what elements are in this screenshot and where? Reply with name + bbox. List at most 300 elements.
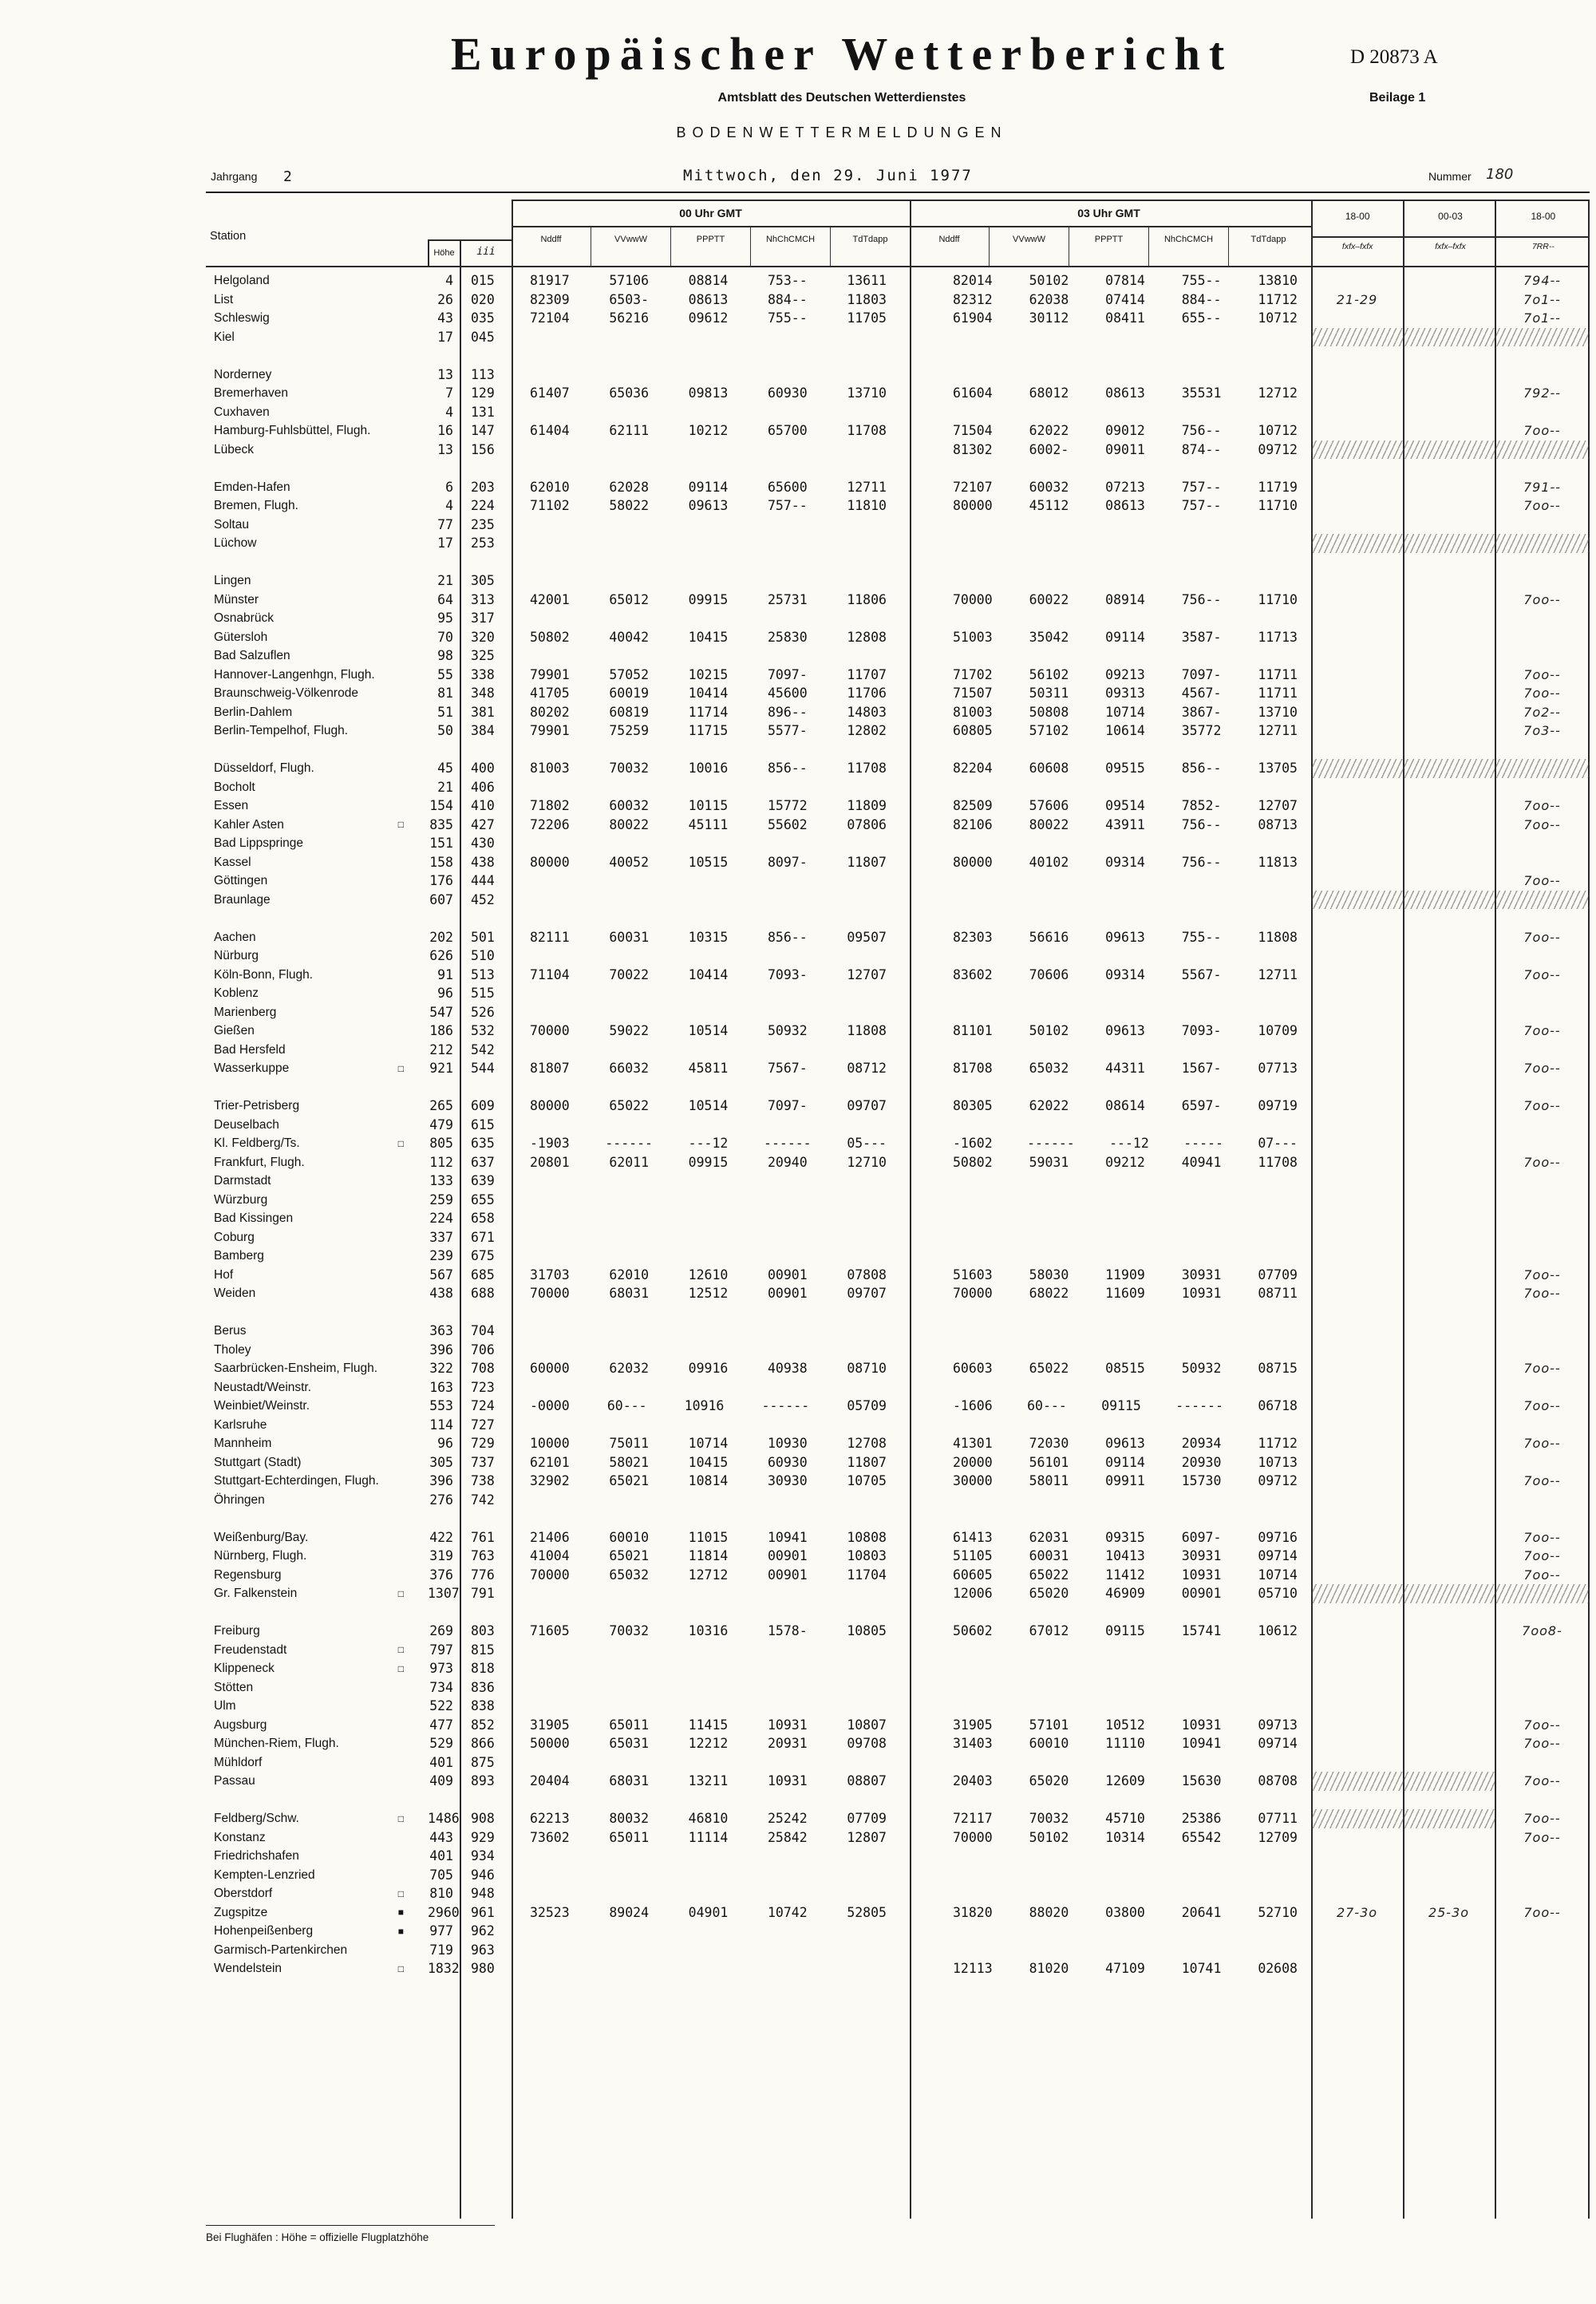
- hoehe-value: 547: [429, 1004, 453, 1020]
- obs-00gmt-data: [527, 384, 890, 403]
- obs-group: 12212: [688, 1736, 729, 1751]
- wind-00-03-value: [1403, 1059, 1495, 1078]
- precip-7rr-value: [1495, 1116, 1590, 1135]
- obs-group: 65020: [1029, 1773, 1069, 1788]
- spacer: [512, 1734, 527, 1753]
- right-col-7rr: [1497, 200, 1590, 266]
- obs-group: 00901: [1181, 1586, 1222, 1601]
- section-heading: BODENWETTERMELDUNGEN: [676, 124, 1008, 140]
- obs-group: 12711: [1258, 723, 1298, 738]
- table-row: [207, 1809, 1590, 1828]
- spacer: [1301, 1528, 1311, 1547]
- obs-group: 09115: [1101, 1398, 1141, 1413]
- obs-group: 13710: [1258, 704, 1298, 720]
- wind-00-03-value: [1403, 1416, 1495, 1435]
- wind-00-03-value: [1403, 478, 1495, 497]
- iii-value: 639: [471, 1173, 495, 1188]
- wind-00-03-value: [1403, 1866, 1495, 1885]
- obs-03gmt-data: [950, 1397, 1301, 1416]
- hoehe-value: 151: [429, 836, 453, 851]
- spacer: [512, 421, 527, 441]
- obs-group: 757--: [1181, 498, 1222, 513]
- obs-group: 08807: [847, 1773, 887, 1788]
- obs-group: 10415: [688, 1454, 729, 1470]
- obs-group: 08713: [1258, 816, 1298, 832]
- spacer: [1301, 853, 1311, 872]
- obs-group: 08614: [1105, 1098, 1145, 1113]
- wind-00-03-value: [1403, 666, 1495, 685]
- obs-group: 09813: [688, 385, 729, 401]
- table-row: [207, 478, 1590, 497]
- obs-group: 11415: [688, 1717, 729, 1733]
- obs-group: 10931: [767, 1717, 808, 1733]
- table-row: [207, 1378, 1590, 1397]
- obs-group: 72117: [953, 1811, 993, 1826]
- obs-group: 00901: [767, 1286, 808, 1301]
- obs-group: 60---: [1027, 1398, 1067, 1413]
- wind-00-03-value: [1403, 1434, 1495, 1453]
- precip-7rr-value: 7oo--: [1523, 666, 1561, 682]
- precip-7rr-value: [1495, 1322, 1590, 1341]
- hoehe-value: 1307: [428, 1586, 460, 1601]
- station-name: Feldberg/Schw. □: [214, 1812, 404, 1825]
- obs-group: 10712: [1258, 310, 1298, 326]
- iii-value: 675: [471, 1248, 495, 1263]
- wind-00-03-value: [1403, 1472, 1495, 1491]
- station-name: Kempten-Lenzried: [214, 1867, 315, 1882]
- spacer: [890, 421, 950, 441]
- obs-group: 61604: [953, 385, 993, 401]
- wind-18-00-value: [1311, 1041, 1403, 1060]
- obs-group: 31905: [953, 1717, 993, 1733]
- wind-00-03-value: [1403, 778, 1495, 797]
- obs-group: 3587-: [1181, 629, 1222, 645]
- iii-value: 708: [471, 1361, 495, 1376]
- obs-group: 58011: [1029, 1473, 1069, 1488]
- obs-00gmt-data: [527, 1322, 890, 1341]
- obs-group: 09315: [1105, 1529, 1145, 1545]
- spacer: [512, 1641, 527, 1660]
- obs-group: 756--: [1181, 854, 1222, 870]
- iii-value: 852: [471, 1717, 495, 1733]
- spacer: [890, 796, 950, 816]
- spacer: [512, 1547, 527, 1566]
- spacer: [512, 684, 527, 703]
- obs-group: 12512: [688, 1286, 729, 1301]
- station-name: Münster: [214, 592, 259, 607]
- obs-group: 42001: [530, 591, 570, 607]
- spacer: [512, 834, 527, 853]
- subtitle: Amtsblatt des Deutschen Wetterdienstes: [717, 91, 966, 105]
- obs-group: 79901: [530, 666, 570, 682]
- obs-group: 10415: [688, 629, 729, 645]
- wind-00-03-value: [1403, 1941, 1495, 1960]
- obs-group: 10803: [847, 1548, 887, 1563]
- obs-00gmt-data: [527, 328, 890, 347]
- iii-value: 513: [471, 966, 495, 982]
- obs-03gmt-data: [950, 1959, 1301, 1978]
- spacer: [1301, 441, 1311, 460]
- obs-03gmt-data: [950, 1434, 1301, 1453]
- precip-7rr-value: [1495, 1941, 1590, 1960]
- obs-group: 70000: [530, 1567, 570, 1583]
- obs-group: 07---: [1258, 1136, 1298, 1151]
- obs-03gmt-data: [950, 1322, 1301, 1341]
- obs-03gmt-data: [950, 571, 1301, 591]
- wind-00-03-value: [1403, 891, 1495, 910]
- hoehe-value: 529: [429, 1736, 453, 1751]
- footnote: Bei Flughäfen : Höhe = offizielle Flugplatzhöhe: [206, 2225, 495, 2243]
- iii-value: 723: [471, 1379, 495, 1395]
- obs-group: 12006: [953, 1586, 993, 1601]
- obs-03gmt-data: [950, 534, 1301, 553]
- hoehe-value: 810: [429, 1886, 453, 1901]
- obs-group: 25242: [767, 1811, 808, 1826]
- hoehe-value: 43: [437, 310, 453, 326]
- spacer: [1301, 796, 1311, 816]
- spacer: [890, 666, 950, 685]
- obs-03gmt-data: [950, 928, 1301, 947]
- iii-value: 452: [471, 891, 495, 907]
- obs-group: 10930: [767, 1436, 808, 1451]
- obs-group: 14803: [847, 704, 887, 720]
- wind-18-00-value: [1311, 1209, 1403, 1228]
- obs-group: 67012: [1029, 1623, 1069, 1638]
- col-label-ppptt: PPPTT: [670, 227, 750, 266]
- obs-00gmt-data: [527, 1397, 890, 1416]
- obs-group: 15772: [767, 798, 808, 813]
- obs-00gmt-data: [527, 1547, 890, 1566]
- obs-group: 20404: [530, 1773, 570, 1788]
- obs-03gmt-data: [950, 591, 1301, 610]
- obs-group: 7093-: [767, 966, 808, 982]
- obs-group: 55602: [767, 816, 808, 832]
- obs-group: 13810: [1258, 273, 1298, 288]
- obs-group: 10115: [688, 798, 729, 813]
- station-name: Berus: [214, 1324, 247, 1338]
- obs-03gmt-data: [950, 834, 1301, 853]
- obs-group: 09613: [1105, 929, 1145, 945]
- obs-group: 5577-: [767, 723, 808, 738]
- spacer: [1301, 1172, 1311, 1191]
- obs-group: 71104: [530, 966, 570, 982]
- station-name: Saarbrücken-Ensheim, Flugh.: [214, 1361, 378, 1375]
- obs-group: 10016: [688, 761, 729, 776]
- station-name: Freudenstadt □: [214, 1642, 404, 1657]
- col-label-tdtdapp: TdTdapp: [1228, 227, 1308, 266]
- obs-group: 12709: [1258, 1829, 1298, 1845]
- obs-group: 65032: [1029, 1061, 1069, 1076]
- obs-group: 753--: [767, 273, 808, 288]
- iii-value: 325: [471, 648, 495, 663]
- obs-03gmt-data: [950, 1716, 1301, 1735]
- station-name: Emden-Hafen: [214, 480, 290, 494]
- station-name: Öhringen: [214, 1492, 265, 1507]
- station-name: Ulm: [214, 1699, 236, 1713]
- spacer: [890, 1228, 950, 1247]
- obs-group: 12802: [847, 723, 887, 738]
- obs-group: 20641: [1181, 1904, 1222, 1920]
- iii-value: 761: [471, 1529, 495, 1545]
- wind-18-00-value: [1311, 309, 1403, 328]
- spacer: [512, 1922, 527, 1941]
- spacer: [890, 1172, 950, 1191]
- obs-group: 60019: [609, 686, 649, 701]
- precip-7rr-value: [1495, 1697, 1590, 1716]
- wind-00-03-value: [1403, 721, 1495, 741]
- spacer: [1301, 1772, 1311, 1791]
- precip-7rr-value: [1495, 946, 1590, 966]
- spacer: [1301, 1228, 1311, 1247]
- spacer: [890, 1453, 950, 1472]
- spacer: [512, 1003, 527, 1022]
- obs-group: 10000: [530, 1436, 570, 1451]
- obs-group: 41301: [953, 1436, 993, 1451]
- spacer: [512, 891, 527, 910]
- station-name: Stuttgart (Stadt): [214, 1455, 302, 1469]
- spacer: [512, 1828, 527, 1848]
- spacer: [890, 496, 950, 516]
- obs-group: 12610: [688, 1267, 729, 1282]
- station-name: Essen: [214, 799, 249, 812]
- iii-value: 253: [471, 535, 495, 551]
- obs-group: 30112: [1029, 310, 1069, 326]
- hoehe-value: 4: [445, 273, 453, 288]
- obs-00gmt-data: [527, 1566, 890, 1585]
- obs-group: 11706: [847, 686, 887, 701]
- iii-value: 875: [471, 1754, 495, 1770]
- right-col-title: 18-00: [1345, 211, 1370, 222]
- wind-18-00-value: [1311, 1022, 1403, 1041]
- table-row: [207, 271, 1590, 290]
- obs-group: 20934: [1181, 1436, 1222, 1451]
- table-row: [207, 1641, 1590, 1660]
- hoehe-value: 409: [429, 1773, 453, 1788]
- spacer: [1301, 1322, 1311, 1341]
- obs-group: 12712: [688, 1567, 729, 1583]
- spacer: [890, 1153, 950, 1172]
- iii-value: 609: [471, 1098, 495, 1113]
- obs-group: 46810: [688, 1811, 729, 1826]
- station-name: Stötten: [214, 1680, 254, 1694]
- hoehe-value: 96: [437, 1436, 453, 1451]
- iii-column-label: iii: [476, 246, 496, 258]
- obs-03gmt-data: [950, 1209, 1301, 1228]
- spacer: [512, 1472, 527, 1491]
- hoehe-value: 276: [429, 1492, 453, 1508]
- iii-value: 685: [471, 1267, 495, 1282]
- obs-group: 10814: [688, 1473, 729, 1488]
- table-row: [207, 1716, 1590, 1735]
- table-row: [207, 328, 1590, 347]
- precip-7rr-value: [1495, 778, 1590, 797]
- wind-18-00-value: [1311, 778, 1403, 797]
- obs-group: 09514: [1105, 798, 1145, 813]
- wind-18-00-value: [1311, 366, 1403, 385]
- obs-group: 09707: [847, 1286, 887, 1301]
- spacer: [1301, 1341, 1311, 1360]
- wind-18-00-value: [1311, 1172, 1403, 1191]
- obs-group: 757--: [1181, 479, 1222, 495]
- spacer: [890, 1134, 950, 1153]
- obs-group: ---12: [688, 1136, 729, 1151]
- obs-group: 68031: [609, 1773, 649, 1788]
- spacer: [890, 703, 950, 722]
- nummer-value: 180: [1486, 166, 1514, 183]
- precip-7rr-value: [1495, 1416, 1590, 1435]
- table-body: [207, 271, 1590, 1997]
- hoehe-value: 17: [437, 535, 453, 551]
- obs-group: 11110: [1105, 1736, 1145, 1751]
- spacer: [890, 609, 950, 628]
- obs-00gmt-data: [527, 946, 890, 966]
- obs-00gmt-data: [527, 366, 890, 385]
- wind-00-03-value: [1403, 1734, 1495, 1753]
- obs-group: 09012: [1105, 423, 1145, 438]
- obs-03gmt-data: [950, 1191, 1301, 1210]
- obs-00gmt-data: [527, 1434, 890, 1453]
- obs-group: 81302: [953, 441, 993, 457]
- hoehe-value: 921: [429, 1061, 453, 1076]
- wind-18-00-value: [1311, 871, 1403, 891]
- spacer: [512, 1153, 527, 1172]
- table-row: [207, 1097, 1590, 1116]
- obs-group: 57101: [1029, 1717, 1069, 1733]
- spacer: [1301, 1191, 1311, 1210]
- obs-group: 06718: [1258, 1398, 1298, 1413]
- wind-18-00-value: [1311, 609, 1403, 628]
- obs-00gmt-data: [527, 1003, 890, 1022]
- precip-7rr-value: 7o2--: [1523, 704, 1561, 720]
- hoehe-value: 154: [429, 798, 453, 813]
- hoehe-value: 50: [437, 723, 453, 738]
- wind-18-00-value: [1311, 834, 1403, 853]
- spacer: [1301, 1753, 1311, 1772]
- obs-group: 65036: [609, 385, 649, 401]
- iii-value: 704: [471, 1323, 495, 1338]
- obs-group: 65031: [609, 1736, 649, 1751]
- precip-7rr-value: 7oo--: [1523, 1736, 1561, 1751]
- iii-value: 348: [471, 686, 495, 701]
- station-name: Lübeck: [214, 442, 254, 456]
- precip-7rr-value: 7oo--: [1523, 1567, 1561, 1583]
- spacer: [1301, 871, 1311, 891]
- spacer: [890, 1397, 950, 1416]
- spacer: [890, 1191, 950, 1210]
- obs-03gmt-data: [950, 1472, 1301, 1491]
- obs-group: 51603: [953, 1267, 993, 1282]
- obs-group: 56616: [1029, 929, 1069, 945]
- wind-18-00-value: [1311, 328, 1403, 347]
- obs-group: 83602: [953, 966, 993, 982]
- table-row: [207, 534, 1590, 553]
- station-name: Berlin-Tempelhof, Flugh.: [214, 724, 348, 737]
- iii-value: 791: [471, 1586, 495, 1601]
- obs-group: 11909: [1105, 1267, 1145, 1282]
- obs-group: 10315: [688, 929, 729, 945]
- obs-group: 10714: [1105, 704, 1145, 720]
- obs-group: 1567-: [1181, 1061, 1222, 1076]
- spacer: [890, 309, 950, 328]
- wind-18-00-value: [1311, 1359, 1403, 1378]
- obs-group: 82106: [953, 816, 993, 832]
- open-square-icon: □: [397, 1587, 404, 1599]
- spacer: [890, 1491, 950, 1510]
- obs-group: 10714: [1258, 1567, 1298, 1583]
- obs-group: 56101: [1029, 1454, 1069, 1470]
- obs-group: 31820: [953, 1904, 993, 1920]
- obs-group: 60031: [609, 929, 649, 945]
- obs-group: 70000: [953, 591, 993, 607]
- wind-00-03-value: [1403, 1191, 1495, 1210]
- obs-group: 09115: [1105, 1623, 1145, 1638]
- obs-group: ------: [761, 1398, 810, 1413]
- spacer: [512, 1172, 527, 1191]
- obs-group: 61904: [953, 310, 993, 326]
- precip-7rr-value: [1495, 1041, 1590, 1060]
- obs-03gmt-data: [950, 496, 1301, 516]
- wind-18-00-value: [1311, 1003, 1403, 1022]
- spacer: [1301, 966, 1311, 985]
- obs-00gmt-data: [527, 1903, 890, 1923]
- spacer: [512, 1697, 527, 1716]
- obs-03gmt-data: [950, 721, 1301, 741]
- obs-03gmt-data: [950, 666, 1301, 685]
- station-name: Kassel: [214, 855, 251, 869]
- obs-03gmt-data: [950, 1266, 1301, 1285]
- spacer: [512, 1903, 527, 1923]
- spacer: [1301, 1716, 1311, 1735]
- obs-group: ------: [1175, 1398, 1223, 1413]
- obs-group: 11705: [847, 310, 887, 326]
- obs-group: 09613: [1105, 1436, 1145, 1451]
- precip-7rr-value: [1495, 1641, 1590, 1660]
- obs-03gmt-data: [950, 871, 1301, 891]
- iii-value: 526: [471, 1004, 495, 1020]
- obs-group: -----: [1183, 1136, 1223, 1151]
- spacer: [890, 271, 950, 290]
- spacer: [512, 1622, 527, 1641]
- hoehe-value: 401: [429, 1754, 453, 1770]
- obs-group: 75259: [609, 723, 649, 738]
- obs-group: 45600: [767, 686, 808, 701]
- precip-7rr-value: [1495, 328, 1590, 347]
- obs-group: 30931: [1181, 1548, 1222, 1563]
- obs-group: 884--: [1181, 291, 1222, 307]
- wind-00-03-value: [1403, 1922, 1495, 1941]
- col-label-vvwww: VVwwW: [591, 227, 670, 266]
- obs-group: 09213: [1105, 666, 1145, 682]
- spacer: [1301, 891, 1311, 910]
- station-name: Düsseldorf, Flugh.: [214, 761, 314, 775]
- iii-value: 615: [471, 1116, 495, 1132]
- obs-group: 09712: [1258, 441, 1298, 457]
- obs-group: 35531: [1181, 385, 1222, 401]
- wind-00-03-value: [1403, 309, 1495, 328]
- hoehe-value: 805: [429, 1136, 453, 1151]
- obs-03gmt-data: [950, 309, 1301, 328]
- obs-group: 70000: [953, 1829, 993, 1845]
- wind-00-03-value: [1403, 591, 1495, 610]
- obs-group: 35772: [1181, 723, 1222, 738]
- obs-group: 07709: [847, 1811, 887, 1826]
- spacer: [890, 1584, 950, 1603]
- obs-group: 35042: [1029, 629, 1069, 645]
- station-name: Koblenz: [214, 986, 259, 1000]
- obs-group: 6597-: [1181, 1098, 1222, 1113]
- obs-group: 7097-: [1181, 666, 1222, 682]
- precip-7rr-value: [1495, 1678, 1590, 1697]
